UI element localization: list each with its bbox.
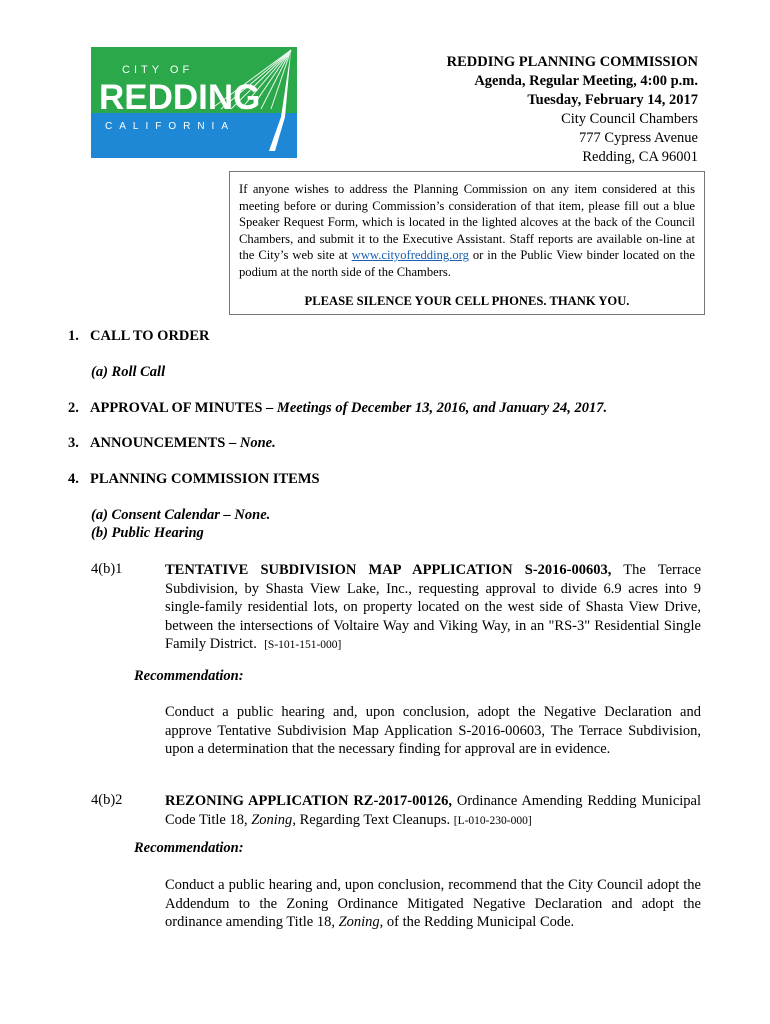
- header-date: Tuesday, February 14, 2017: [527, 92, 698, 108]
- section-planning-commission-items: 4. PLANNING COMMISSION ITEMS: [68, 471, 320, 487]
- item-4b2-recommendation-label: Recommendation:: [134, 840, 244, 856]
- header-title: REDDING PLANNING COMMISSION: [446, 54, 698, 70]
- logo-california: CALIFORNIA: [105, 121, 236, 132]
- item-4b2-description: REZONING APPLICATION RZ-2017-00126, Ordinance Amending Redding Municipal Code Title 18, Zoning, Regarding Text Cleanups. [L-010-230-000]: [165, 793, 701, 828]
- item-4b1-description: TENTATIVE SUBDIVISION MAP APPLICATION S-2016-00603, The Terrace Subdivision, by Shasta View Lake, Inc., requesting approval to divide 6.9 acres into 9 single-family residential lots, on property located on the west side of Shasta View Drive, between the intersections of Voltaire Way and Viking Way, in an "RS-3" Residential Single Family District. [S-101-151-000]: [165, 562, 701, 652]
- section-announcements: 3. ANNOUNCEMENTS – None.: [68, 435, 276, 451]
- item-4b1-recommendation-label: Recommendation:: [134, 668, 244, 684]
- city-of-redding-logo: [91, 47, 297, 158]
- header-subtitle: Agenda, Regular Meeting, 4:00 p.m.: [474, 73, 698, 89]
- speaker-notice-box: [229, 171, 705, 315]
- header-venue: City Council Chambers: [561, 111, 698, 127]
- meeting-header: [447, 53, 698, 167]
- item-4b2-recommendation-text: Conduct a public hearing and, upon conclusion, recommend that the City Council adopt the Addendum to the Zoning Ordinance Mitigated Negative Declaration and adopt the ordinance amending Title 18, Zoning, of the Redding Municipal Code.: [165, 877, 701, 930]
- section-approval-of-minutes: 2. APPROVAL OF MINUTES – Meetings of December 13, 2016, and January 24, 2017.: [68, 400, 608, 416]
- city-website-link[interactable]: www.cityofredding.org: [351, 248, 469, 263]
- consent-calendar: (a) Consent Calendar – None.: [91, 507, 271, 523]
- silence-phones-notice: PLEASE SILENCE YOUR CELL PHONES. THANK YOU.: [304, 293, 630, 308]
- logo-city-of: CITY OF: [122, 64, 194, 76]
- public-hearing: (b) Public Hearing: [91, 525, 204, 541]
- header-city: Redding, CA 96001: [582, 149, 698, 165]
- item-4b1-recommendation-text: Conduct a public hearing and, upon conclusion, adopt the Negative Declaration and approve Tentative Subdivision Map Application S-2016-00603, The Terrace Subdivision, upon a determination that the necessary finding for approval are in evidence.: [165, 704, 701, 757]
- item-number-4b2: 4(b)2: [91, 792, 123, 808]
- item-number-4b1: 4(b)1: [91, 561, 123, 577]
- logo-redding: REDDING: [99, 78, 261, 117]
- header-address: 777 Cypress Avenue: [579, 130, 698, 146]
- roll-call: (a) Roll Call: [91, 364, 166, 380]
- section-call-to-order: 1. CALL TO ORDER: [68, 328, 210, 344]
- notice-text: If anyone wishes to address the Planning Commission on any item considered at this meeting before or during Commission’s consideration of that item, please fill out a blue Speaker Request Form, which is located in the lighted alcoves at the back of the Council Chambers, and submit it to the Executive Assistant. Staff reports are available on-line at the City’s web site at www.cityofredding.org or in the Public View binder located on the podium at the north side of the Chambers.: [239, 182, 695, 279]
